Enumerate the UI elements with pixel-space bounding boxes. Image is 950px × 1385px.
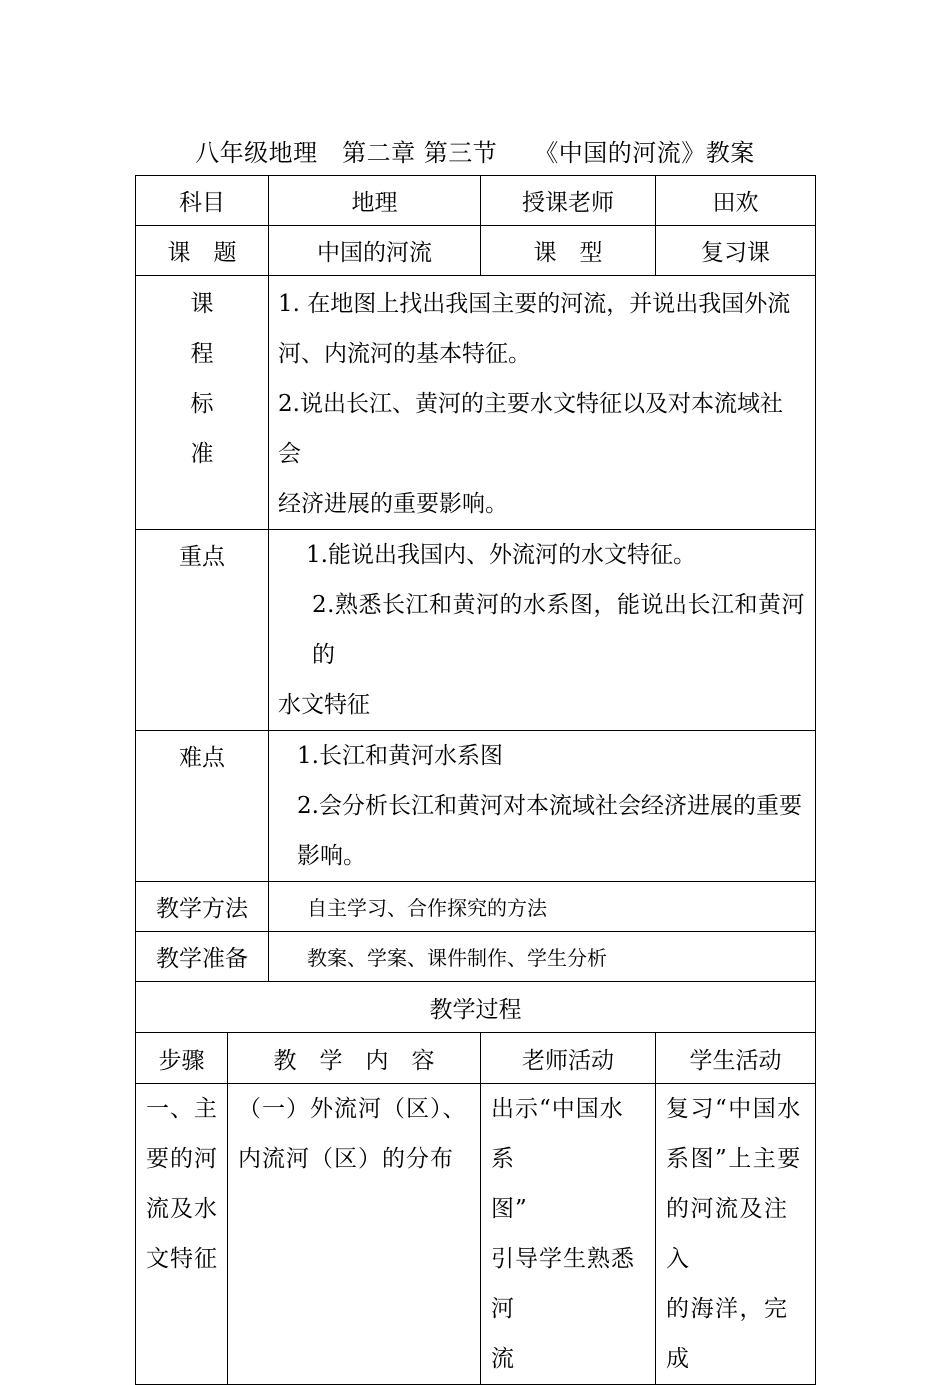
- difficulty-line: 1.长江和黄河水系图: [297, 743, 503, 769]
- teacher-activity-cell: [481, 1084, 656, 1385]
- standards-label-char: 标: [190, 391, 214, 417]
- student-activity-line: 复习“中国水: [666, 1096, 802, 1122]
- type-label: 课 型: [481, 226, 656, 276]
- standards-label-char: 程: [190, 341, 214, 367]
- standards-label-char: 准: [190, 441, 214, 467]
- key-points-row: [136, 530, 816, 731]
- standards-label-char: 课: [190, 291, 214, 317]
- subject-value: 地理: [269, 176, 481, 226]
- key-points-text: [269, 530, 816, 731]
- header-row-1: [136, 176, 816, 226]
- standards-label: [136, 276, 269, 530]
- difficulties-label: 难点: [136, 731, 269, 882]
- process-columns-row: [136, 1033, 816, 1084]
- column-teacher: 老师活动: [481, 1033, 656, 1084]
- prep-value: 教案、学案、课件制作、学生分析: [269, 932, 816, 982]
- key-point-line: 水文特征: [278, 692, 370, 718]
- method-value: 自主学习、合作探究的方法: [269, 882, 816, 932]
- column-content: 教 学 内 容: [228, 1033, 481, 1084]
- teacher-activity-line: 出示“中国水系: [491, 1096, 624, 1172]
- header-row-2: [136, 226, 816, 276]
- step-line: 流及水: [146, 1196, 218, 1222]
- teacher-activity-line: 引导学生熟悉河: [491, 1246, 635, 1322]
- method-row: [136, 882, 816, 932]
- column-step: 步骤: [136, 1033, 228, 1084]
- prep-label: 教学准备: [136, 932, 269, 982]
- student-activity-line: 系图”上主要: [666, 1146, 802, 1172]
- step-line: 要的河: [146, 1146, 218, 1172]
- difficulties-text: [269, 731, 816, 882]
- student-activity-cell: [656, 1084, 816, 1385]
- process-heading-row: [136, 982, 816, 1033]
- teacher-activity-line: 图”: [491, 1196, 528, 1222]
- teacher-label: 授课老师: [481, 176, 656, 226]
- lesson-plan-table: [135, 175, 816, 1385]
- document-title: 八年级地理 第二章 第三节 《中国的河流》教案: [195, 139, 755, 167]
- content-cell: [228, 1084, 481, 1385]
- key-point-line: 1.能说出我国内、外流河的水文特征。: [306, 542, 696, 568]
- prep-row: [136, 932, 816, 982]
- key-points-label: 重点: [136, 530, 269, 731]
- teacher-value: 田欢: [656, 176, 816, 226]
- student-activity-line: 的河流及注入: [666, 1196, 789, 1272]
- standards-line: 2.说出长江、黄河的主要水文特征以及对本流域社会: [278, 391, 783, 467]
- difficulty-line: 2.会分析长江和黄河对本流域社会经济进展的重要: [297, 793, 802, 819]
- type-value: 复习课: [656, 226, 816, 276]
- standards-line: 经济进展的重要影响。: [278, 491, 508, 517]
- step-line: 文特征: [146, 1246, 218, 1272]
- column-student: 学生活动: [656, 1033, 816, 1084]
- student-activity-line: 的海洋，完成: [666, 1296, 789, 1372]
- difficulties-row: [136, 731, 816, 882]
- method-label: 教学方法: [136, 882, 269, 932]
- topic-value: 中国的河流: [269, 226, 481, 276]
- key-point-line: 2.熟悉长江和黄河的水系图，能说出长江和黄河的: [312, 592, 805, 668]
- step-line: 一、主: [146, 1096, 218, 1122]
- difficulty-line: 影响。: [297, 843, 366, 869]
- step-cell: [136, 1084, 228, 1385]
- teacher-activity-line: 流: [491, 1346, 515, 1372]
- topic-label: 课 题: [136, 226, 269, 276]
- content-line: （一）外流河（区）、: [238, 1096, 467, 1122]
- standards-text: [269, 276, 816, 530]
- subject-label: 科目: [136, 176, 269, 226]
- process-row: [136, 1084, 816, 1385]
- standards-line: 河、内流河的基本特征。: [278, 341, 531, 367]
- process-heading: 教学过程: [136, 982, 816, 1033]
- standards-row: [136, 276, 816, 530]
- standards-line: 1. 在地图上找出我国主要的河流，并说出我国外流: [278, 291, 791, 317]
- content-line: 内流河（区）的分布: [238, 1146, 454, 1172]
